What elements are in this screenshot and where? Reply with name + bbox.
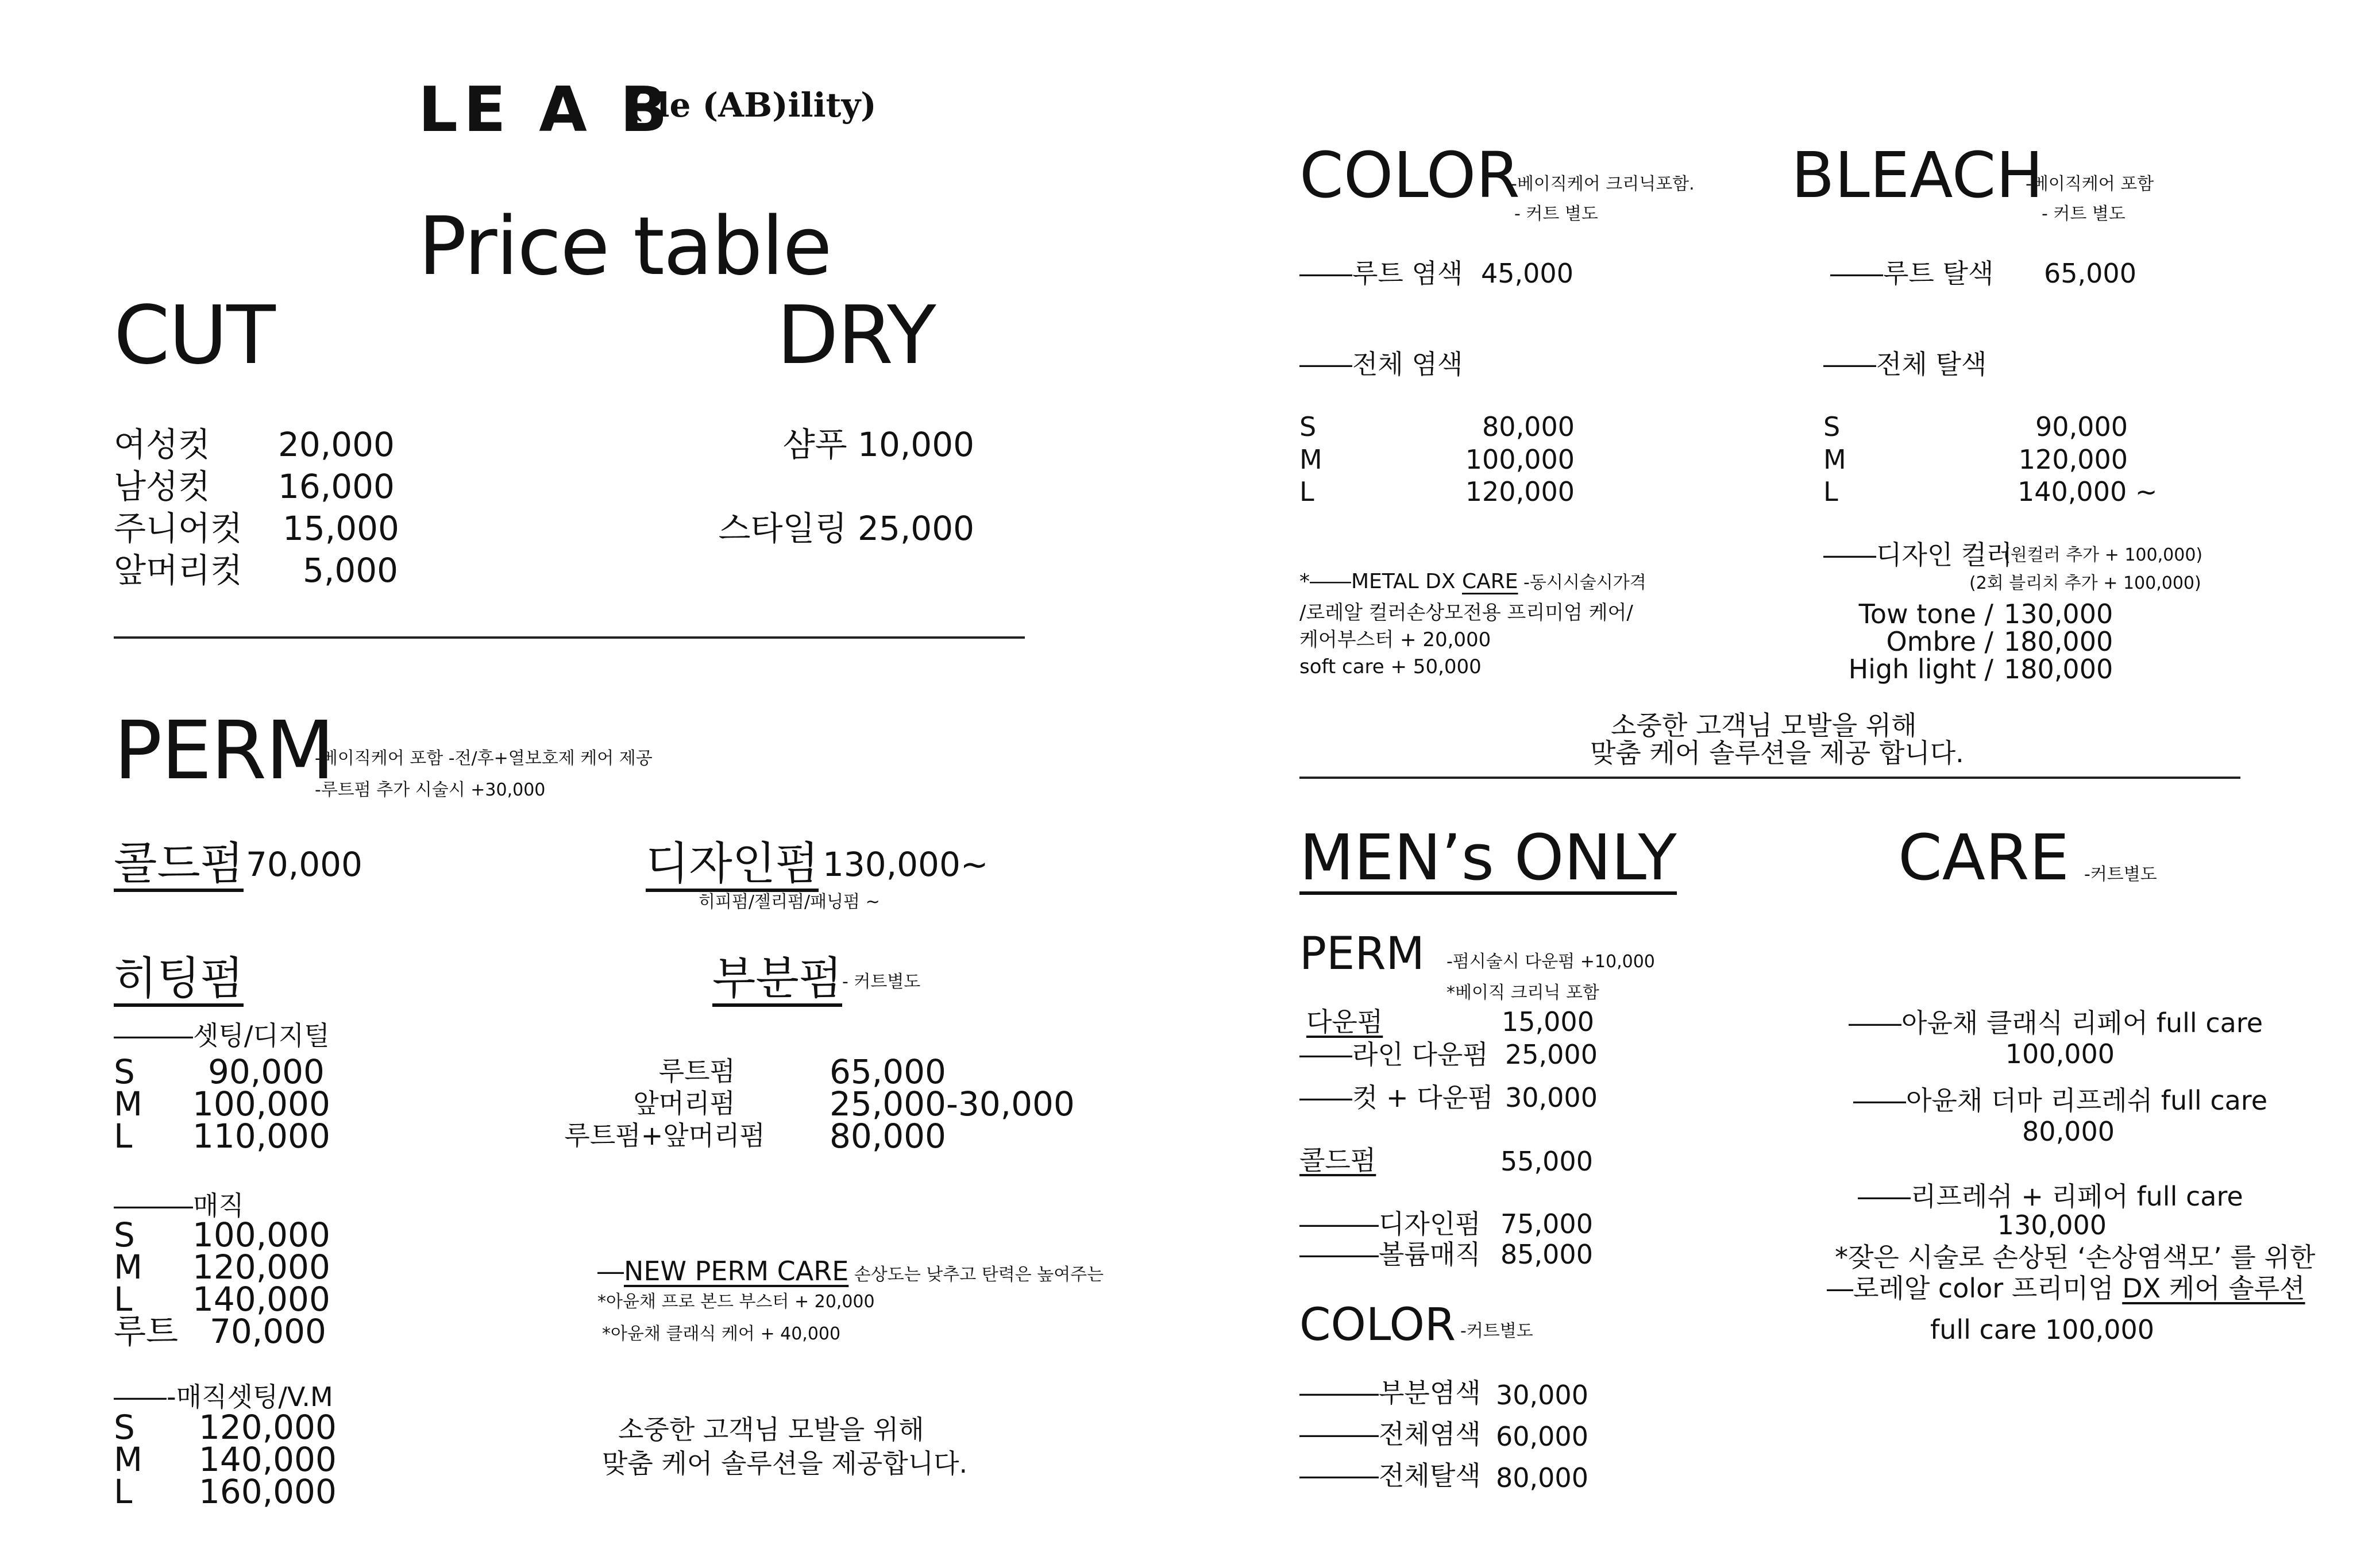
care-item-price: 80,000 [2022, 1116, 2115, 1147]
color-note: - 커트 별도 [1514, 204, 1598, 224]
new-perm-care-line: *아윤채 프로 본드 부스터 + 20,000 [597, 1292, 875, 1312]
mens-perm-label: ―――디자인펌 [1299, 1208, 1481, 1239]
size-label: S [1823, 411, 1841, 442]
color-note: -베이직케어 크리닉포함. [1511, 174, 1695, 194]
size-price: 140,000 ~ [2018, 476, 2158, 507]
design-color-note: (원컬러 추가 + 100,000) [2004, 545, 2203, 565]
right-closing: 맞춤 케어 솔루션을 제공 합니다. [1590, 737, 1964, 768]
size-label: L [114, 1472, 133, 1511]
size-label: L [1823, 476, 1838, 507]
size-label: S [114, 1408, 135, 1447]
size-label: M [114, 1440, 143, 1479]
partial-item-price: 65,000 [830, 1052, 946, 1091]
size-label: 루트 [114, 1312, 179, 1351]
cut-title: CUT [114, 289, 275, 383]
size-price: 120,000 [1465, 476, 1575, 507]
size-label: M [1299, 444, 1322, 475]
care-item-price: 100,000 [2005, 1038, 2115, 1069]
bleach-note: -베이직케어 포함 [2026, 174, 2154, 194]
dry-item: 스타일링 25,000 [718, 509, 974, 548]
cut-label: 주니어컷 [114, 509, 243, 548]
mens-perm-note: *베이직 크리닉 포함 [1446, 983, 1599, 1003]
new-perm-care-line: *아윤채 클래식 케어 + 40,000 [602, 1324, 841, 1344]
partial-perm-label: 부분펌 [712, 956, 842, 1007]
mens-color-title: COLOR [1299, 1299, 1456, 1351]
perm-note: -베이직케어 포함 -전/후+열보호제 케어 제공 [315, 748, 653, 768]
size-label: S [1299, 411, 1317, 442]
perm-title: PERM [114, 704, 334, 798]
size-price: 100,000 [192, 1084, 330, 1123]
size-price: 140,000 [199, 1440, 337, 1479]
partial-item-label: 루트펌 [658, 1056, 735, 1087]
color-title: COLOR [1299, 138, 1520, 212]
size-price: 80,000 [1482, 411, 1575, 442]
mens-color-price: 30,000 [1496, 1380, 1588, 1411]
partial-item-price: 25,000-30,000 [830, 1084, 1075, 1123]
cold-perm-price: 70,000 [246, 845, 362, 884]
design-color-price: 180,000 [2004, 626, 2113, 657]
mens-color-label: ―――전체탈색 [1299, 1460, 1481, 1491]
care-item-line [1827, 1273, 2305, 1304]
partial-item-label: 루트펌+앞머리펌 [564, 1120, 765, 1151]
mens-color-price: 60,000 [1496, 1421, 1588, 1452]
mens-perm-price: 30,000 [1505, 1082, 1598, 1113]
design-color-item: Ombre / [1886, 626, 1993, 657]
perm-closing: 맞춤 케어 솔루션을 제공합니다. [602, 1448, 968, 1479]
mens-perm-label: ――컷 + 다운펌 [1299, 1082, 1494, 1113]
mens-perm-price: 25,000 [1505, 1039, 1598, 1070]
right-closing: 소중한 고객님 모발을 위해 [1611, 710, 1917, 741]
bleach-root-price: 65,000 [2044, 258, 2136, 289]
color-root-price: 45,000 [1481, 258, 1573, 289]
size-price: 90,000 [2035, 411, 2128, 442]
mens-perm-label: 다운펌 [1306, 1006, 1383, 1037]
mens-color-label: ―――전체염색 [1299, 1419, 1481, 1450]
size-label: S [114, 1215, 135, 1254]
design-perm-price: 130,000~ [823, 845, 989, 884]
size-label: L [114, 1280, 133, 1319]
cut-price: 15,000 [283, 509, 399, 548]
mens-perm-price: 15,000 [1502, 1006, 1594, 1037]
care-item-dx-solution: DX 케어 솔루션 [2122, 1273, 2305, 1304]
care-title: CARE [1898, 821, 2069, 894]
cold-perm-label: 콜드펌 [114, 841, 244, 892]
mens-perm-label: 콜드펌 [1299, 1145, 1376, 1176]
partial-perm-note: - 커트별도 [842, 972, 921, 992]
new-perm-care-title [597, 1256, 1104, 1287]
metal-dx-line: 케어부스터 + 20,000 [1299, 628, 1491, 651]
care-note: -커트별도 [2084, 864, 2157, 885]
page-title: Price table [418, 200, 831, 293]
size-label: M [114, 1084, 143, 1123]
bleach-full-label: ――전체 탈색 [1823, 349, 1987, 380]
mens-perm-title: PERM [1299, 928, 1425, 980]
size-price: 100,000 [192, 1215, 330, 1254]
care-item-price: 130,000 [1997, 1210, 2107, 1241]
size-price: 70,000 [210, 1312, 326, 1351]
metal-dx-care: CARE [1461, 570, 1518, 593]
size-price: 100,000 [1465, 444, 1575, 475]
metal-dx-line: /로레알 컬러손상모전용 프리미엄 케어/ [1299, 601, 1633, 624]
mens-perm-price: 55,000 [1500, 1146, 1593, 1177]
heating-perm-label: 히팅펌 [114, 956, 244, 1007]
design-perm-sub: 히피펌/젤리펌/패닝펌 ~ [699, 892, 880, 912]
design-color-price: 180,000 [2004, 654, 2113, 685]
heating-group-title: ―――셋팅/디지털 [114, 1020, 330, 1051]
partial-item-label: 앞머리펌 [633, 1088, 735, 1119]
dry-item: 샴푸 10,000 [782, 425, 974, 464]
design-color-item: High light / [1848, 654, 1993, 685]
care-item-label: ――아윤채 클래식 리페어 full care [1849, 1007, 2263, 1038]
size-price: 120,000 [2018, 444, 2128, 475]
divider [1299, 777, 2240, 779]
size-label: M [114, 1248, 143, 1287]
new-perm-care-note: 손상도는 낮추고 탄력은 높여주는 [848, 1265, 1104, 1285]
size-price: 110,000 [192, 1117, 330, 1156]
perm-note: -루트펌 추가 시술시 +30,000 [315, 780, 546, 800]
care-item-price: full care 100,000 [1930, 1314, 2155, 1345]
design-color-item: Tow tone / [1858, 598, 1993, 629]
metal-dx-prefix: *――METAL DX [1299, 570, 1462, 593]
size-label: S [114, 1052, 135, 1091]
care-item-note: *잦은 시술로 손상된 ‘손상염색모’ 를 위한 [1835, 1242, 2316, 1273]
size-label: L [1299, 476, 1314, 507]
design-perm-label: 디자인펌 [646, 841, 819, 892]
care-item-label: ――리프레쉬 + 리페어 full care [1858, 1181, 2243, 1212]
partial-item-price: 80,000 [830, 1117, 946, 1156]
metal-dx-line: soft care + 50,000 [1299, 655, 1482, 678]
size-price: 120,000 [199, 1408, 337, 1447]
mens-color-price: 80,000 [1496, 1462, 1588, 1493]
cut-price: 16,000 [278, 467, 395, 506]
metal-dx-note: -동시시술시가격 [1518, 573, 1646, 593]
cut-label: 앞머리컷 [114, 551, 243, 590]
mens-perm-label: ―――볼륨매직 [1299, 1239, 1481, 1270]
bleach-note: - 커트 별도 [2042, 204, 2126, 224]
mens-only-title: MEN’s ONLY [1299, 821, 1677, 894]
care-item-prefix: ―로레알 color 프리미엄 [1827, 1273, 2123, 1304]
cut-label: 여성컷 [114, 425, 211, 464]
mens-perm-label: ――라인 다운펌 [1299, 1039, 1488, 1070]
color-root-label: ――루트 염색 [1299, 258, 1463, 289]
mens-color-note: -커트별도 [1460, 1321, 1533, 1341]
brand-subtitle: (-le (AB)ility) [627, 86, 877, 125]
color-full-label: ――전체 염색 [1299, 349, 1463, 380]
bleach-root-label: ――루트 탈색 [1830, 258, 1994, 289]
design-color-label: ――디자인 컬러 [1823, 539, 2012, 570]
mens-perm-price: 75,000 [1500, 1208, 1593, 1239]
size-label: L [114, 1117, 133, 1156]
mens-color-label: ―――부분염색 [1299, 1377, 1481, 1408]
size-price: 160,000 [199, 1472, 337, 1511]
size-price: 90,000 [208, 1052, 325, 1091]
perm-closing: 소중한 고객님 모발을 위해 [618, 1414, 924, 1445]
design-color-price: 130,000 [2004, 598, 2113, 629]
cut-label: 남성컷 [114, 467, 211, 506]
design-color-note: (2회 블리치 추가 + 100,000) [1969, 573, 2201, 593]
size-label: M [1823, 444, 1846, 475]
mens-perm-note: -펌시술시 다운펌 +10,000 [1446, 952, 1655, 972]
cut-price: 20,000 [278, 425, 395, 464]
brand-logo: LE A B [418, 74, 673, 146]
bleach-title: BLEACH [1791, 138, 2044, 212]
heating-group-title: ―――매직 [114, 1190, 244, 1221]
size-price: 140,000 [192, 1280, 330, 1319]
heating-group-title: ――-매직셋팅/V.M [114, 1381, 333, 1412]
care-item-label: ――아윤채 더마 리프레쉬 full care [1853, 1085, 2268, 1116]
cut-price: 5,000 [303, 551, 399, 590]
metal-dx-care-title [1299, 571, 1646, 592]
divider [114, 636, 1025, 639]
dry-title: DRY [777, 289, 935, 383]
size-price: 120,000 [192, 1248, 330, 1287]
new-perm-care-heading: NEW PERM CARE [624, 1256, 849, 1287]
mens-perm-price: 85,000 [1500, 1239, 1593, 1270]
dash: ― [597, 1256, 624, 1287]
